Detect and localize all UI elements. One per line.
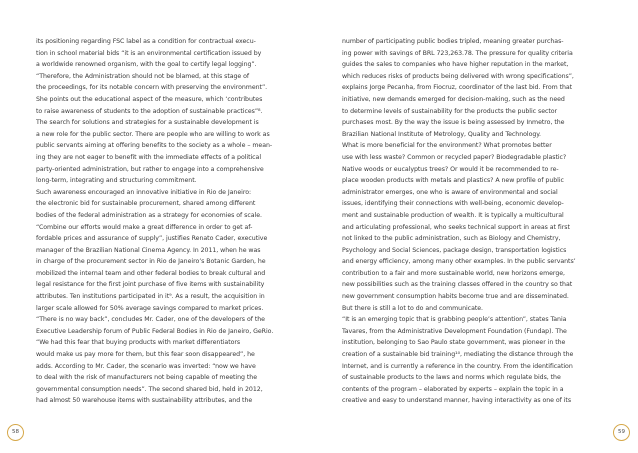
text-line: Brazilian National Institute of Metrology, Quality and Technology. — [342, 130, 541, 138]
text-line: had almost 50 warehouse items with sustainability attributes, and the — [36, 397, 253, 405]
text-line: to deal with the risk of manufacturers not being capable of meeting the — [36, 374, 257, 382]
text-line: manager of the Brazilian National Cinema Agency. In 2011, when he was — [36, 246, 261, 254]
text-line: legal resistance for the first joint purchase of five items with sustainability — [36, 281, 265, 289]
text-line: the electronic bid for sustainable procurement, shared among different — [36, 200, 256, 208]
text-line: public servants aiming at offering benefits to the society as a whole – mean- — [36, 142, 273, 150]
text-line: governmental consumption needs”. The second shared bid, held in 2012, — [36, 385, 263, 393]
text-line: explains Jorge Pecanha, from Fiocruz, coordinator of the last bid. From that — [342, 84, 573, 92]
text-line: adds. According to Mr. Cader, the scenario was inverted: “now we have — [36, 362, 256, 370]
text-line: in charge of the procurement sector in Rio de Janeiro’s Botanic Garden, he — [36, 258, 266, 266]
left-page-text-column — [36, 36, 296, 407]
text-line: use with less waste? Common or recycled paper? Biodegradable plastic? — [342, 153, 567, 161]
text-line: Psychology and Social Sciences, package design, transportation logistics — [342, 246, 567, 254]
text-line: number of participating public bodies tripled, meaning greater purchas- — [342, 38, 564, 45]
text-line: “There is no way back”, concludes Mr. Cader, one of the developers of the — [36, 316, 265, 324]
text-line: ing they are not eager to benefit with the immediate effects of a political — [36, 153, 262, 161]
text-line: mobilized the internal team and other federal bodies to break cultural and — [36, 269, 266, 277]
text-line: contribution to a fair and more sustainable world, new horizons emerge, — [342, 269, 565, 277]
text-line: and energy efficiency, among many other examples. In the public servants’ — [342, 258, 576, 266]
text-line: and articulating professional, who seeks technical support in areas at first — [342, 223, 570, 231]
text-line: larger scale allowed for 50% average savings compared to market prices. — [36, 304, 264, 312]
text-line: issues, identifying their connections with well-being, economic develop- — [342, 200, 564, 208]
text-line: But there is still a lot to do and communicate. — [342, 304, 483, 312]
text-line: “We had this fear that buying products with market differentiators — [36, 339, 241, 347]
text-line: Tavares, from the Administrative Development Foundation (Fundap). The — [342, 327, 567, 335]
right-page-text-column — [342, 36, 608, 407]
text-line: The search for solutions and strategies for a sustainable development is — [36, 119, 259, 127]
text-line: would make us pay more for them, but this fear soon disappeared”, he — [36, 351, 255, 359]
text-line: new government consumption habits become true and are disseminated. — [342, 293, 569, 301]
text-line: guides the sales to companies who have higher reputation in the market, — [342, 61, 569, 69]
text-line: place wooden products with metals and plastics? A new profile of public — [342, 177, 564, 185]
text-line: of sustainable products to the laws and norms which regulate bids, the — [342, 374, 561, 382]
right-page-number: 59 — [613, 424, 630, 441]
text-line: ment and sustainable production of wealth. It is typically a multicultural — [342, 211, 564, 219]
left-page-number: 58 — [7, 424, 24, 441]
text-line: institution, belonging to Sao Paulo state government, was pioneer in the — [342, 339, 566, 347]
text-line: “Therefore, the Administration should not be blamed, at this stage of — [36, 72, 250, 80]
text-line: long-term, integrating and structuring commitment. — [36, 177, 197, 185]
text-line: the proceedings, for its notable concern with preserving the environment”. — [36, 84, 268, 92]
text-line: Internet, and is currently a reference in the country. From the identification — [342, 362, 573, 370]
text-line: “Combine our efforts would make a great difference in order to get af- — [36, 223, 253, 231]
text-line: Executive Leadership forum of Public Federal Bodies in Rio de Janeiro, GeRio. — [36, 327, 274, 335]
text-line: bodies of the federal administration as a strategy for economies of scale. — [36, 211, 262, 219]
text-line: What is more beneficial for the environment? What promotes better — [342, 142, 552, 150]
text-line: administrator emerges, one who is aware of environmental and social — [342, 188, 558, 196]
text-line: not linked to the public administration, such as Biology and Chemistry, — [342, 235, 561, 243]
text-line: Such awareness encouraged an innovative initiative in Rio de Janeiro: — [36, 188, 252, 196]
text-line: a worldwide renowned organism, with the goal to certify legal logging”. — [36, 61, 257, 69]
text-line: to raise awareness of students to the adoption of sustainable practices”⁸. — [36, 107, 263, 115]
text-line: contents of the program – elaborated by experts – explain the topic in a — [342, 385, 564, 393]
text-line: “It is an emerging topic that is grabbing people’s attention”, states Tania — [342, 316, 567, 324]
text-line: fordable prices and assurance of supply”, justifies Renato Cader, executive — [36, 235, 268, 243]
text-line: Native woods or eucalyptus trees? Or would it be recommended to re- — [342, 165, 559, 173]
text-line: She points out the educational aspect of the measure, which ‘contributes — [36, 95, 263, 103]
text-line: new possibilities such as the training classes offered in the country so that — [342, 281, 573, 289]
text-line: a new role for the public sector. There are people who are willing to work as — [36, 130, 270, 138]
text-line: which reduces risks of products being delivered with wrong specifications”, — [342, 72, 574, 80]
text-line: purchases most. By the way the issue is being assessed by Inmetro, the — [342, 119, 565, 127]
text-line: initiative, new demands emerged for decision-making, such as the need — [342, 95, 565, 103]
text-line: ing power with savings of BRL 723,263.78. The pressure for quality criteria — [342, 49, 573, 57]
text-line: attributes. Ten institutions participated in it⁹. As a result, the acquisition in — [36, 293, 265, 301]
text-line: its positioning regarding FSC label as a condition for contractual execu- — [36, 38, 256, 45]
text-line: tion in school material bids “it is an environmental certification issued by — [36, 49, 262, 57]
text-line: creation of a sustainable bid training¹⁰, mediating the distance through the — [342, 351, 574, 359]
text-line: party-oriented administration, but rather to engage into a comprehensive — [36, 165, 264, 173]
text-line: to determine levels of sustainability for the products the public sector — [342, 107, 558, 115]
right-page — [319, 0, 638, 453]
text-line: creative and easy to understand manner, having interactivity as one of its — [342, 397, 572, 405]
